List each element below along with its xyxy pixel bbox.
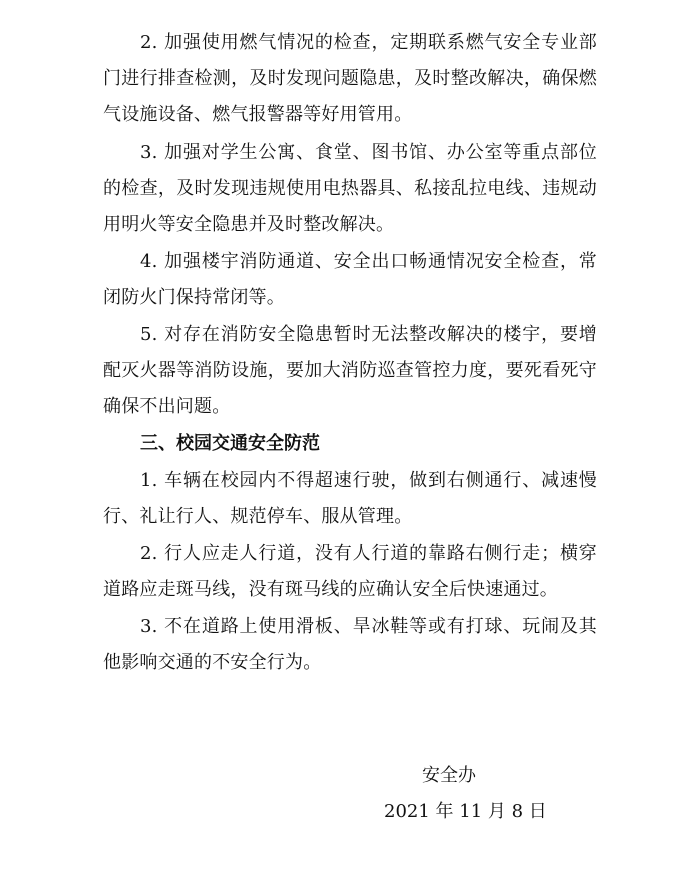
fire-safety-item-2: 2. 加强使用燃气情况的检查，定期联系燃气安全专业部门进行排查检测，及时发现问题隐患，及时整改解决，确保燃气设施设备、燃气报警器等好用管用。 (103, 32, 597, 125)
fire-safety-item-4: 4. 加强楼宇消防通道、安全出口畅通情况安全检查，常闭防火门保持常闭等。 (103, 251, 597, 308)
traffic-item-1: 1. 车辆在校园内不得超速行驶，做到右侧通行、减速慢行、礼让行人、规范停车、服从管理。 (103, 470, 597, 527)
traffic-item-2: 2. 行人应走人行道，没有人行道的靠路右侧行走；横穿道路应走斑马线，没有斑马线的应确认安全后快速通过。 (103, 543, 597, 600)
signature-office: 安全办 (422, 765, 476, 786)
fire-safety-item-5: 5. 对存在消防安全隐患暂时无法整改解决的楼宇，要增配灭火器等消防设施，要加大消防巡查管控力度，要死看死守确保不出问题。 (103, 324, 597, 417)
section-heading: 三、校园交通安全防范 (140, 433, 320, 454)
fire-safety-item-3: 3. 加强对学生公寓、食堂、图书馆、办公室等重点部位的检查，及时发现违规使用电热器具、私接乱拉电线、违规动用明火等安全隐患并及时整改解决。 (103, 142, 597, 235)
traffic-item-3: 3. 不在道路上使用滑板、旱冰鞋等或有打球、玩闹及其他影响交通的不安全行为。 (103, 616, 597, 673)
signature-date: 2021 年 11 月 8 日 (384, 801, 547, 822)
